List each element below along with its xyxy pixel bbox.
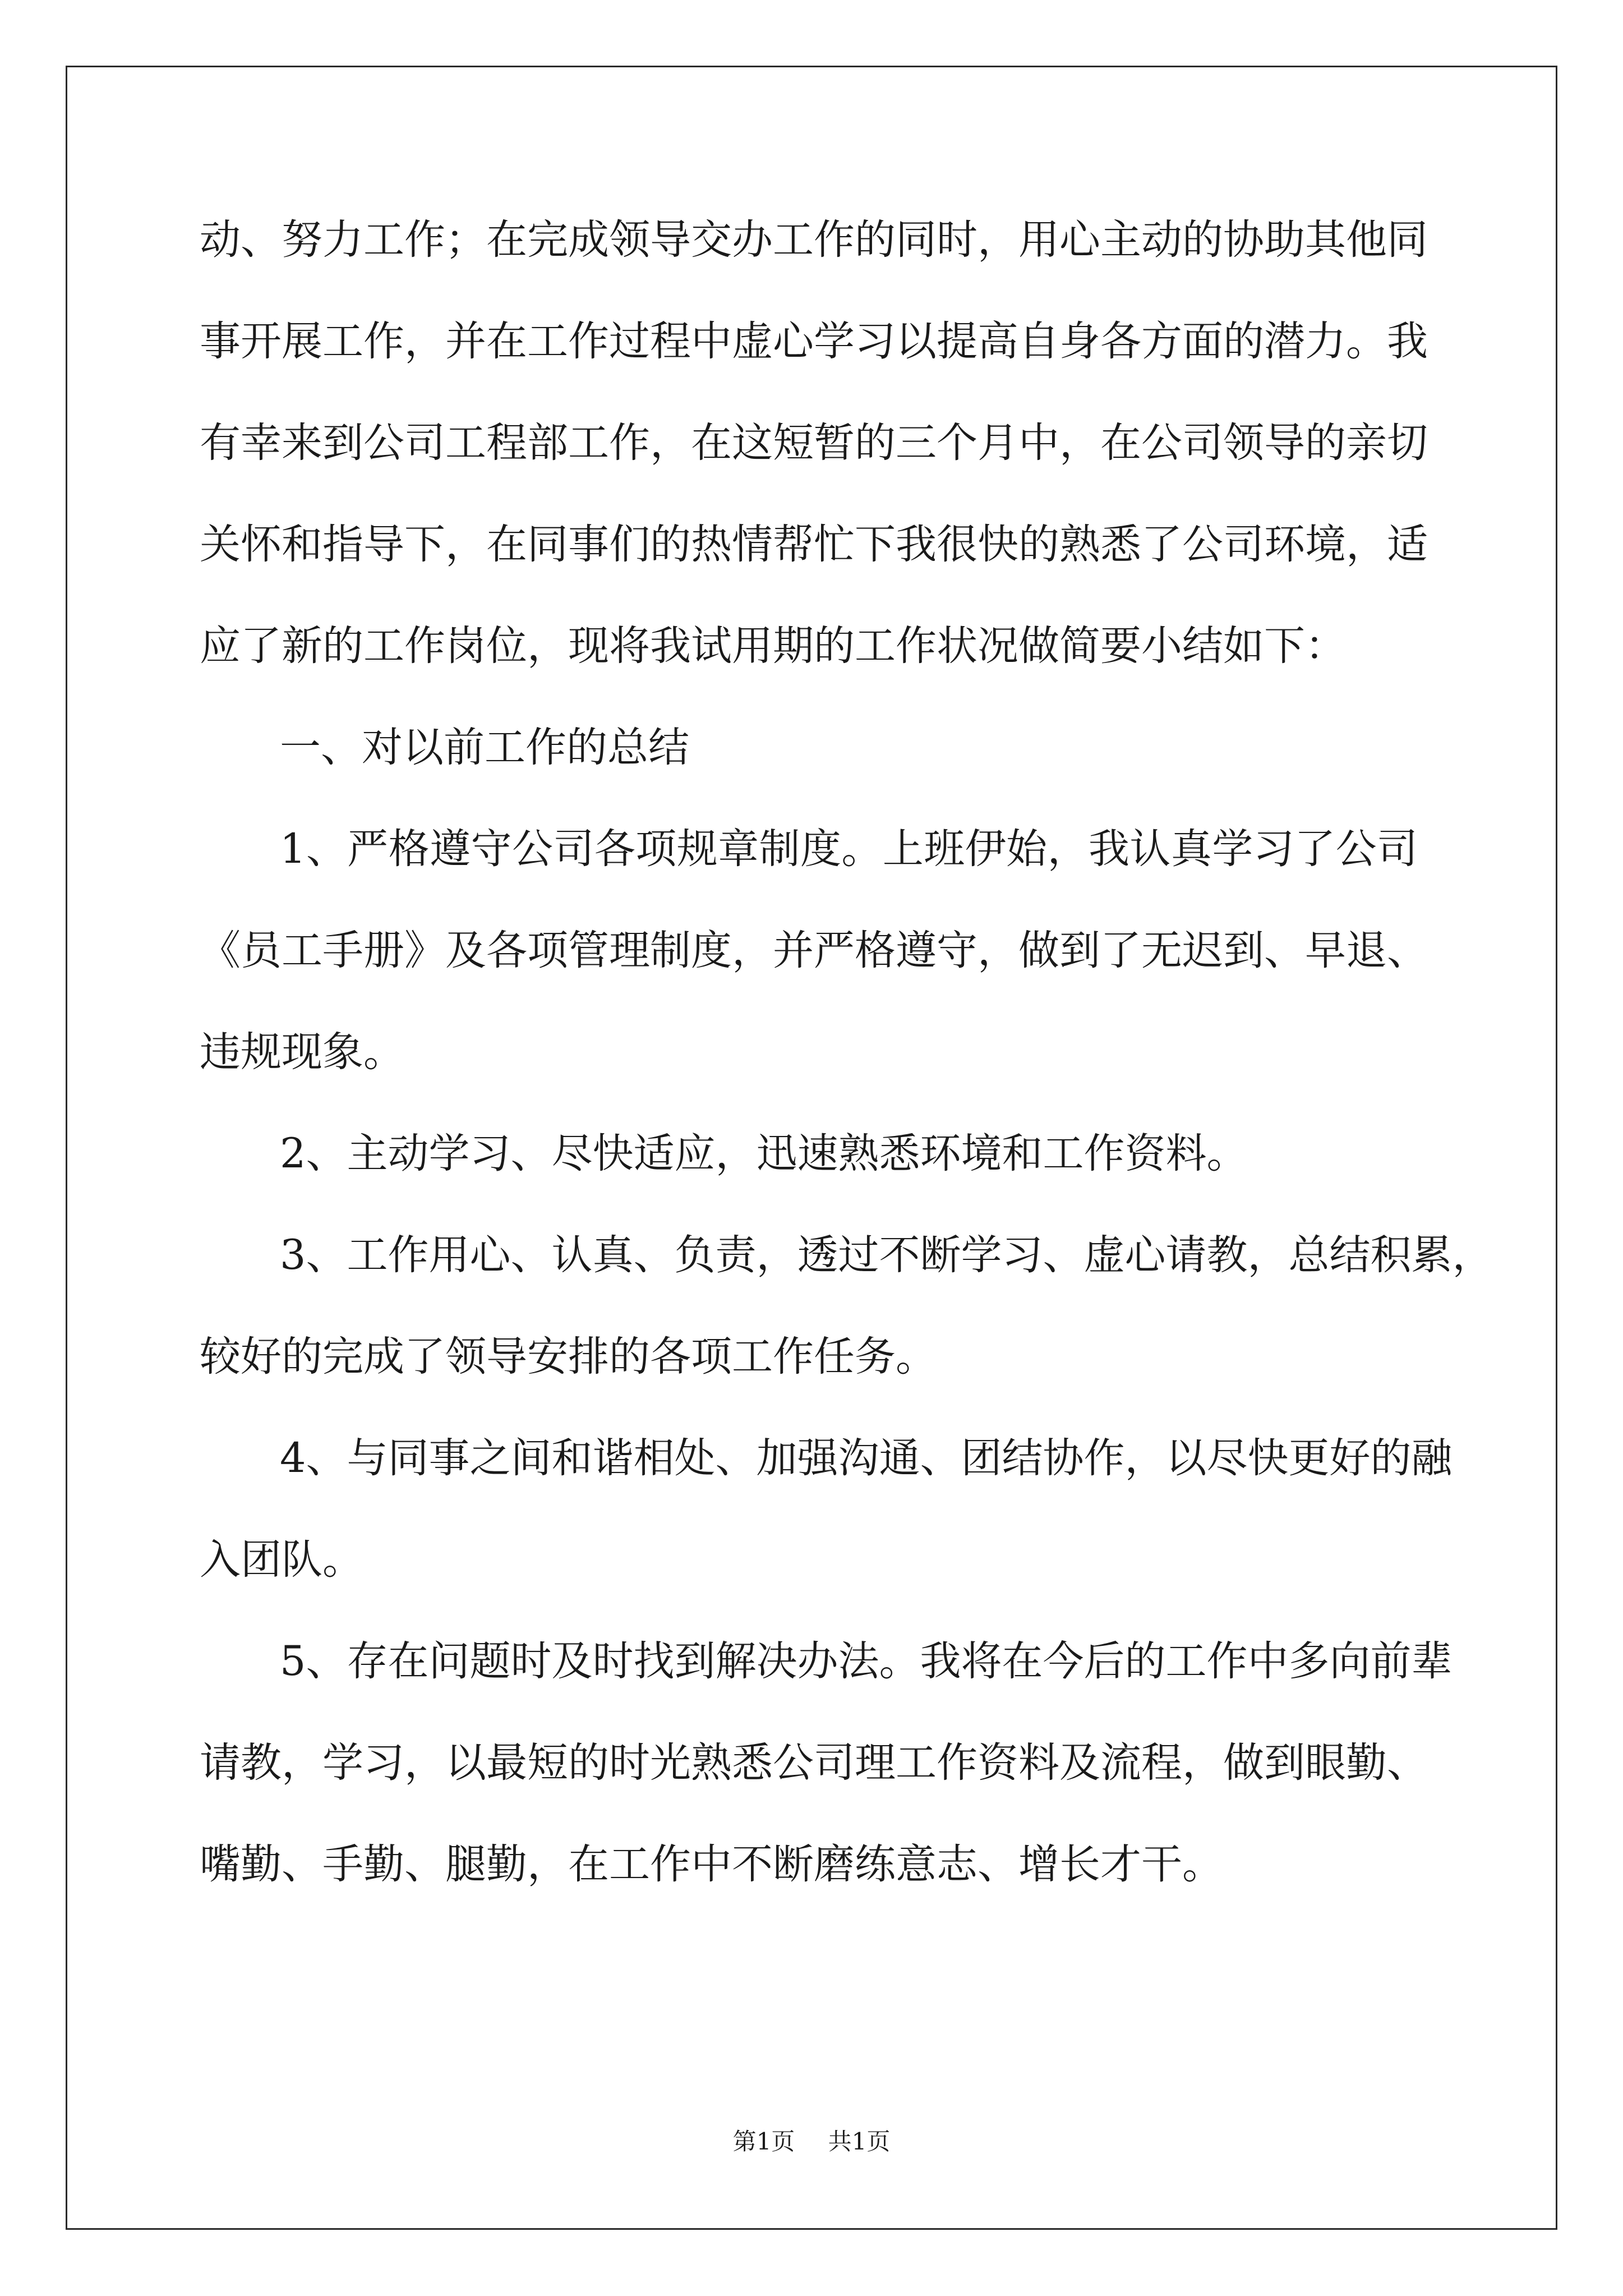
text-line: 嘴勤、手勤、腿勤，在工作中不断磨练意志、增长才干。 xyxy=(200,1841,1223,1888)
text-line: 事开展工作，并在工作过程中虚心学习以提高自身各方面的潜力。我 xyxy=(200,318,1428,365)
text-line: 应了新的工作岗位，现将我试用期的工作状况做简要小结如下： xyxy=(200,622,1346,670)
text-line: 5、存在问题时及时找到解决办法。我将在今后的工作中多向前辈 xyxy=(280,1637,1453,1685)
section-heading: 一、对以前工作的总结 xyxy=(280,724,689,771)
text-line: 《员工手册》及各项管理制度，并严格遵守，做到了无迟到、早退、 xyxy=(200,927,1428,974)
text-line: 2、主动学习、尽快适应，迅速熟悉环境和工作资料。 xyxy=(280,1130,1248,1177)
page-number-current: 第1页 xyxy=(732,2128,795,2155)
text-line: 关怀和指导下，在同事们的热情帮忙下我很快的熟悉了公司环境，适 xyxy=(200,521,1428,568)
text-line: 1、严格遵守公司各项规章制度。上班伊始，我认真学习了公司 xyxy=(280,825,1418,873)
text-line: 较好的完成了领导安排的各项工作任务。 xyxy=(200,1333,937,1381)
text-line: 4、与同事之间和谐相处、加强沟通、团结协作，以尽快更好的融 xyxy=(280,1434,1453,1482)
text-line: 有幸来到公司工程部工作，在这短暂的三个月中，在公司领导的亲切 xyxy=(200,419,1428,467)
text-line: 请教，学习，以最短的时光熟悉公司理工作资料及流程，做到眼勤、 xyxy=(200,1739,1428,1787)
document-body xyxy=(200,212,1493,1938)
page-footer xyxy=(0,2125,1623,2159)
text-line: 入团队。 xyxy=(200,1536,363,1584)
text-line: 违规现象。 xyxy=(200,1028,404,1076)
text-line: 3、工作用心、认真、负责，透过不断学习、虚心请教，总结积累， xyxy=(280,1231,1493,1279)
text-line: 动、努力工作；在完成领导交办工作的同时，用心主动的协助其他同 xyxy=(200,216,1428,264)
page-number-total: 共1页 xyxy=(828,2128,891,2155)
